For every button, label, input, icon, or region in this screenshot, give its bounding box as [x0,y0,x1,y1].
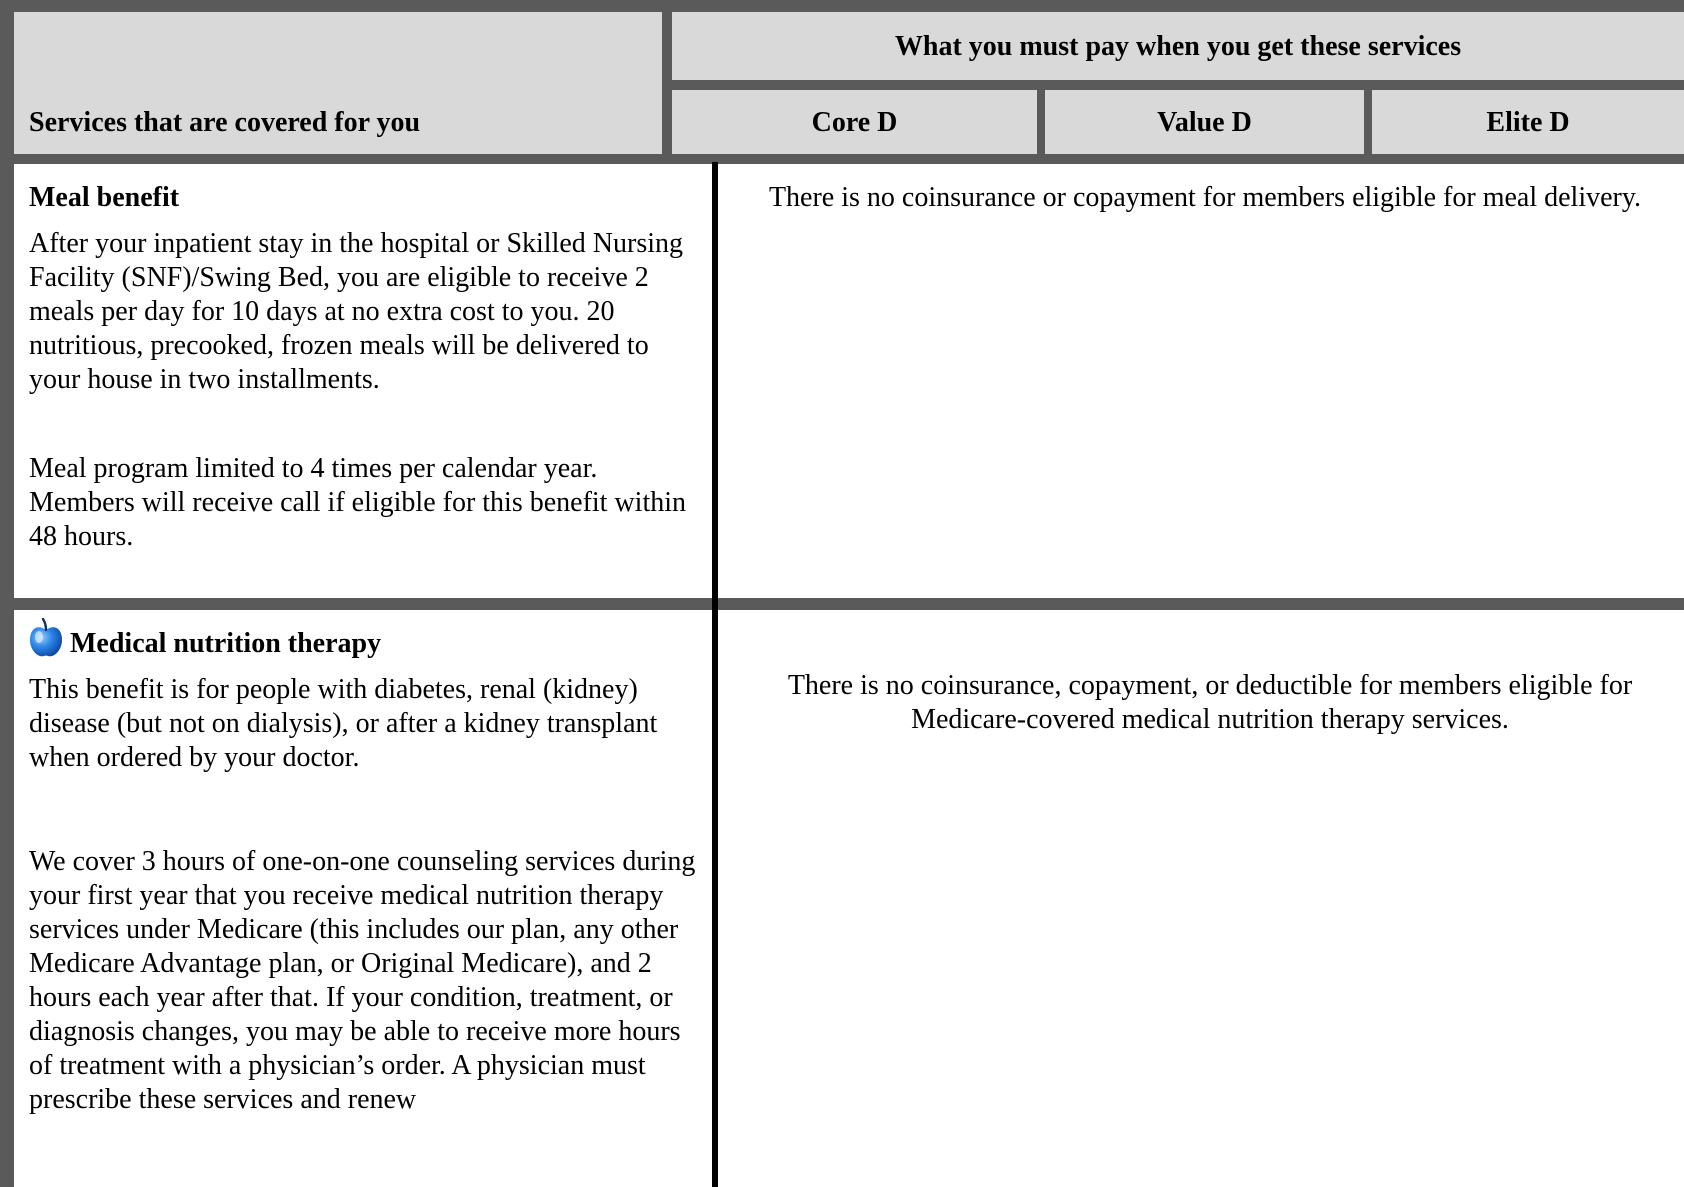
row-meal-paragraph-1: After your inpatient stay in the hospital or Skilled Nursing Facility (SNF)/Swing Bed, you are eligible to receive 2 meals per day for 10 days at no extra cost to you. 20 nutritious, precooked, frozen meals will be delivered to your house in two installments. [29,228,684,395]
row-mnt-title: Medical nutrition therapy [70,628,382,659]
plan-divider-1 [1037,80,1045,162]
table-border-left [0,0,14,1187]
header-plan-value: Value D [1157,107,1252,138]
row-mnt-paragraph-1: This benefit is for people with diabetes, renal (kidney) disease (but not on dialysis), or after a kidney transplant when ordered by your doctor. [29,674,658,773]
row-divider [0,598,1684,610]
header-pay-group-label: What you must pay when you get these services [894,31,1462,62]
header-plan-elite: Elite D [1486,107,1570,138]
row-meal-title: Meal benefit [29,182,180,213]
header-group-divider [662,80,1684,90]
row-mnt-paragraph-2: We cover 3 hours of one-on-one counseling services during your first year that you receive medical nutrition therapy services under Medicare (this includes our plan, any other Medicare Advantage plan, or Original Medicare), and 2 hours each year after that. If your condition, treatment, or diagnosis changes, you may be able to receive more hours of treatment with a physician’s order. A physician must prescribe these services and renew [29,846,696,1115]
table-border-top [0,0,1684,12]
header-plan-core: Core D [811,107,898,138]
header-bottom-rule [0,154,1684,164]
apple-icon [28,618,64,658]
row-meal-cost: There is no coinsurance or copayment for members eligible for meal delivery. [768,182,1642,213]
body-column-rule [712,162,718,1187]
header-services-label: Services that are covered for you [29,107,421,138]
row-mnt-cost: There is no coinsurance, copayment, or deductible for members eligible for Medicare-covered medical nutrition therapy services. [787,670,1633,735]
row-meal-paragraph-2: Meal program limited to 4 times per calendar year. Members will receive call if eligible for this benefit within 48 hours. [29,453,687,552]
plan-divider-2 [1364,80,1372,162]
